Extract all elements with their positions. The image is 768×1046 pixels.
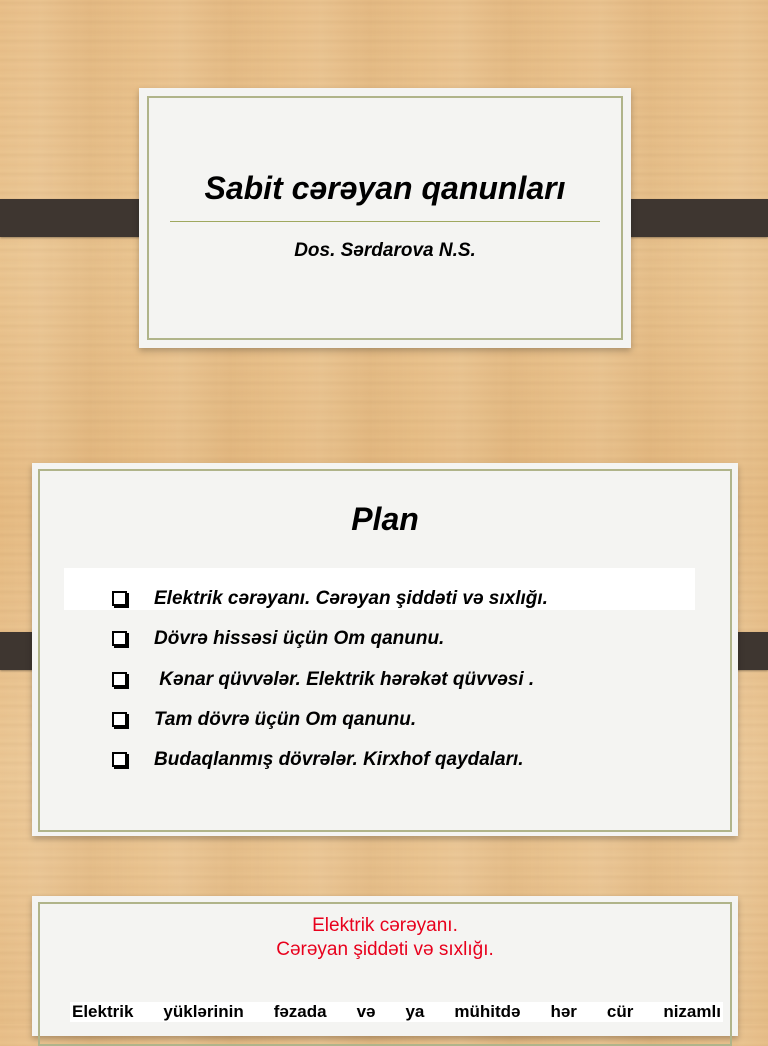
plan-item-text: Kənar qüvvələr. Elektrik hərəkət qüvvəsi .	[154, 669, 535, 690]
presentation-title: Sabit cərəyan qanunları	[204, 170, 566, 206]
plan-item-text: Budaqlanmış dövrələr. Kirxhof qaydaları.	[154, 749, 524, 770]
section-heading-line1: Elektrik cərəyanı.	[312, 915, 458, 936]
plan-title: Plan	[351, 501, 419, 537]
body-word: hər	[550, 1002, 577, 1021]
body-word: yüklərinin	[163, 1002, 244, 1021]
title-slide-border	[147, 96, 623, 340]
title-divider	[170, 221, 600, 222]
plan-item-text: Dövrə hissəsi üçün Om qanunu.	[154, 628, 445, 649]
body-word: ya	[405, 1002, 425, 1021]
body-word: və	[356, 1002, 376, 1021]
checkbox-square-icon	[112, 752, 127, 767]
author-name: Dos. Sərdarova N.S.	[294, 240, 476, 261]
body-word: fəzada	[273, 1002, 327, 1021]
title-slide-card	[139, 88, 631, 348]
checkbox-square-icon	[112, 591, 127, 606]
section-heading-line2: Cərəyan şiddəti və sıxlığı.	[276, 939, 494, 960]
checkbox-square-icon	[112, 631, 127, 646]
body-word: nizamlı	[663, 1002, 721, 1021]
body-word: cür	[606, 1002, 634, 1021]
body-word: Elektrik	[72, 1002, 134, 1021]
plan-item-text: Tam dövrə üçün Om qanunu.	[154, 709, 417, 730]
body-word: mühitdə	[454, 1002, 521, 1021]
content-slide-card	[32, 896, 738, 1036]
plan-item-text: Elektrik cərəyanı. Cərəyan şiddəti və sıxlığı.	[154, 588, 548, 609]
checkbox-square-icon	[112, 712, 127, 727]
checkbox-square-icon	[112, 672, 127, 687]
slide1-left-strip	[0, 199, 156, 237]
body-paragraph	[70, 1002, 723, 1022]
slide1-right-strip	[614, 199, 768, 237]
